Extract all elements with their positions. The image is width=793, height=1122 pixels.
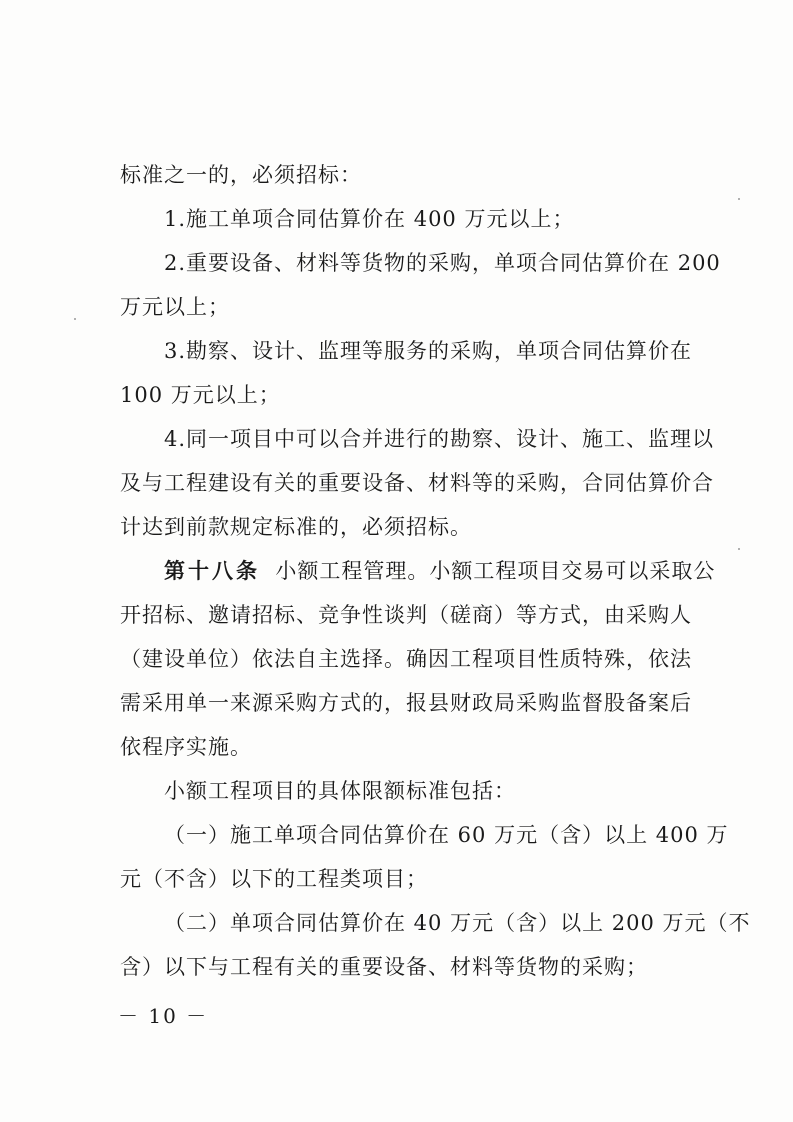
text-line: 100 万元以上； [120, 383, 281, 407]
scan-speck [74, 318, 76, 320]
text-line: 3.勘察、设计、监理等服务的采购，单项合同估算价在 [164, 339, 693, 363]
article-18-heading: 第十八条 [164, 558, 260, 583]
text-line: 元（不含）以下的工程类项目； [120, 867, 428, 891]
scan-speck [738, 198, 740, 200]
text-line: 4.同一项目中可以合并进行的勘察、设计、施工、监理以 [164, 427, 715, 451]
article-18-first-line [120, 549, 716, 593]
text-line: 及与工程建设有关的重要设备、材料等的采购，合同估算价合 [120, 471, 714, 495]
text-line: 含）以下与工程有关的重要设备、材料等货物的采购； [120, 955, 648, 979]
text-line: 依程序实施。 [120, 735, 252, 759]
text-line: 2.重要设备、材料等货物的采购，单项合同估算价在 200 [164, 251, 721, 275]
article-18-title: 小额工程管理。小额工程项目交易可以采取公 [260, 559, 716, 583]
text-line: 万元以上； [120, 295, 230, 319]
scan-speck [738, 548, 740, 550]
text-line: 标准之一的，必须招标： [120, 163, 362, 187]
text-line: 1.施工单项合同估算价在 400 万元以上； [164, 207, 575, 231]
body-text [120, 153, 751, 989]
text-line: 开招标、邀请招标、竞争性谈判（磋商）等方式，由采购人 [120, 603, 692, 627]
text-line: 小额工程项目的具体限额标准包括： [164, 779, 516, 803]
text-line: （一）施工单项合同估算价在 60 万元（含）以上 400 万 [164, 823, 729, 847]
text-line: 需采用单一来源采购方式的，报县财政局采购监督股备案后 [120, 691, 692, 715]
text-line: （建设单位）依法自主选择。确因工程项目性质特殊，依法 [120, 647, 692, 671]
text-line: 计达到前款规定标准的，必须招标。 [120, 515, 472, 539]
page-number: － 10 － [118, 1004, 209, 1028]
text-line: （二）单项合同估算价在 40 万元（含）以上 200 万元（不 [164, 911, 751, 935]
